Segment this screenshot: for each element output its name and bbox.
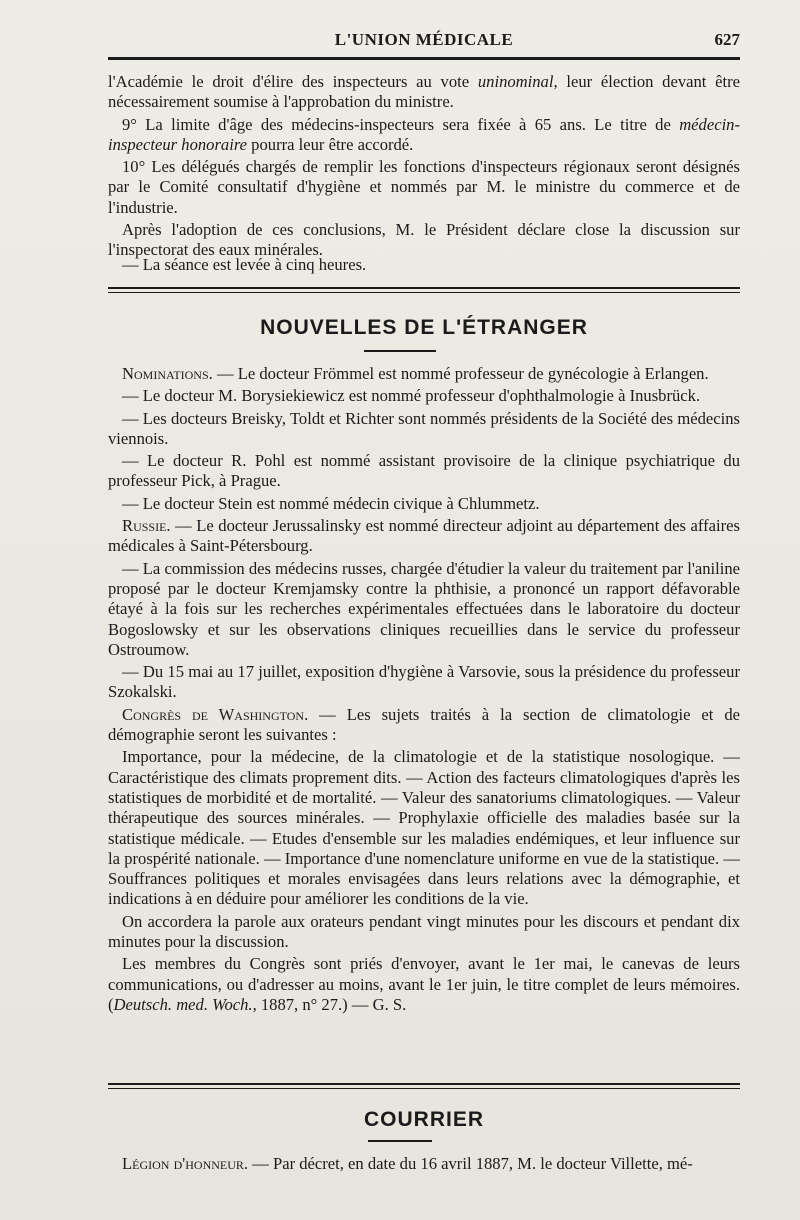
news-paragraph: Les membres du Congrès sont priés d'envoyer, avant le 1er mai, le canevas de leurs communications, ou d'adresser au moins, avant le 1er juin, le titre complet de leurs mémoires. (Deutsch. med. Woch., 1887, n° 27.) — G. S. bbox=[108, 954, 740, 1014]
news-paragraph: Importance, pour la médecine, de la climatologie et de la statistique nosologique. — Caractéristique des climats proprement dits. — Action des facteurs climatologiques d'après les statistiques de morbidité et de mortalité. — Valeur des sanatoriums climatologiques. — Valeur thérapeutique des sources minérales. — Prophylaxie officielle des maladies basée sur la statistique médicale. — Etudes d'ensemble sur les maladies endémiques, et leur influence sur la prospérité nationale. — Importance d'une nomenclature uniforme en vue de la statistique. — Souffrances politiques et morales envisagées dans leurs relations avec la démographie, et indications à en déduire pour améliorer les conditions de la vie. bbox=[108, 747, 740, 909]
running-header bbox=[108, 30, 740, 56]
section-rule-bottom bbox=[108, 292, 740, 293]
closing-line bbox=[108, 255, 740, 275]
title-underline bbox=[364, 350, 436, 352]
body-paragraph: 10° Les délégués chargés de remplir les fonctions d'inspecteurs régionaux seront désignés par le Comité consultatif d'hygiène et nommés par M. le ministre du commerce et de l'industrie. bbox=[108, 157, 740, 217]
news-paragraph: — La commission des médecins russes, chargée d'étudier la valeur du traitement par l'aniline proposé par le docteur Kremjamsky contre la phthisie, a prononcé un rapport défavorable étayé à la fois sur les recherches expérimentales effectuées dans le laboratoire du docteur Bogoslowsky et sur les observations cliniques recueillies dans le service du professeur Ostroumow. bbox=[108, 558, 740, 659]
news-paragraph: On accordera la parole aux orateurs pendant vingt minutes pour les discours et pendant dix minutes pour la discussion. bbox=[108, 911, 740, 952]
courrier-underline bbox=[368, 1140, 432, 1142]
news-paragraph: — Le docteur M. Borysiekiewicz est nommé professeur d'ophthalmologie à Inusbrück. bbox=[122, 386, 701, 406]
news-paragraph: — Du 15 mai au 17 juillet, exposition d'hygiène à Varsovie, sous la présidence du professeur Szokalski. bbox=[108, 662, 740, 702]
section-rule-courrier-bottom bbox=[108, 1088, 740, 1089]
news-paragraph: — Le docteur Stein est nommé médecin civique à Chlummetz. bbox=[122, 493, 540, 513]
top-paragraphs bbox=[108, 72, 740, 261]
news-paragraph: Congrès de Washington. — Les sujets traités à la section de climatologie et de démographie seront les suivantes : bbox=[108, 704, 740, 745]
header-rule bbox=[108, 57, 740, 60]
section-title-etranger: NOUVELLES DE L'ÉTRANGER bbox=[260, 316, 588, 339]
section-title-courrier: COURRIER bbox=[363, 1108, 484, 1131]
courrier-paragraph: Légion d'honneur. — Par décret, en date du 16 avril 1887, M. le docteur Villette, mé- bbox=[122, 1154, 693, 1173]
body-paragraph: Après l'adoption de ces conclusions, M. le Président déclare close la discussion sur l'inspectorat des eaux minérales. bbox=[108, 220, 740, 260]
news-paragraph: — Le docteur R. Pohl est nommé assistant provisoire de la clinique psychiatrique du professeur Pick, à Prague. bbox=[108, 451, 740, 491]
section-etranger-body bbox=[108, 364, 740, 1015]
section-rule-top bbox=[108, 287, 740, 289]
news-paragraph: Russie. — Le docteur Jerussalinsky est nommé directeur adjoint au département des affaires médicales à Saint-Pétersbourg. bbox=[108, 516, 740, 556]
section-rule-courrier-top bbox=[108, 1083, 740, 1085]
journal-title: L'UNION MÉDICALE bbox=[334, 30, 514, 49]
news-paragraph: — Les docteurs Breisky, Toldt et Richter sont nommés présidents de la Société des médecins viennois. bbox=[108, 408, 740, 448]
body-paragraph: 9° La limite d'âge des médecins-inspecteurs sera fixée à 65 ans. Le titre de médecin-inspecteur honoraire pourra leur être accordé. bbox=[108, 114, 740, 154]
closing-line-text: — La séance est levée à cinq heures. bbox=[122, 255, 367, 274]
page-number: 627 bbox=[714, 30, 740, 49]
section-courrier-body bbox=[108, 1154, 740, 1174]
body-paragraph: l'Académie le droit d'élire des inspecteurs au vote uninominal, leur élection devant être nécessairement soumise à l'approbation du ministre. bbox=[108, 72, 740, 112]
news-paragraph: Nominations. — Le docteur Frömmel est nommé professeur de gynécologie à Erlangen. bbox=[122, 364, 709, 383]
